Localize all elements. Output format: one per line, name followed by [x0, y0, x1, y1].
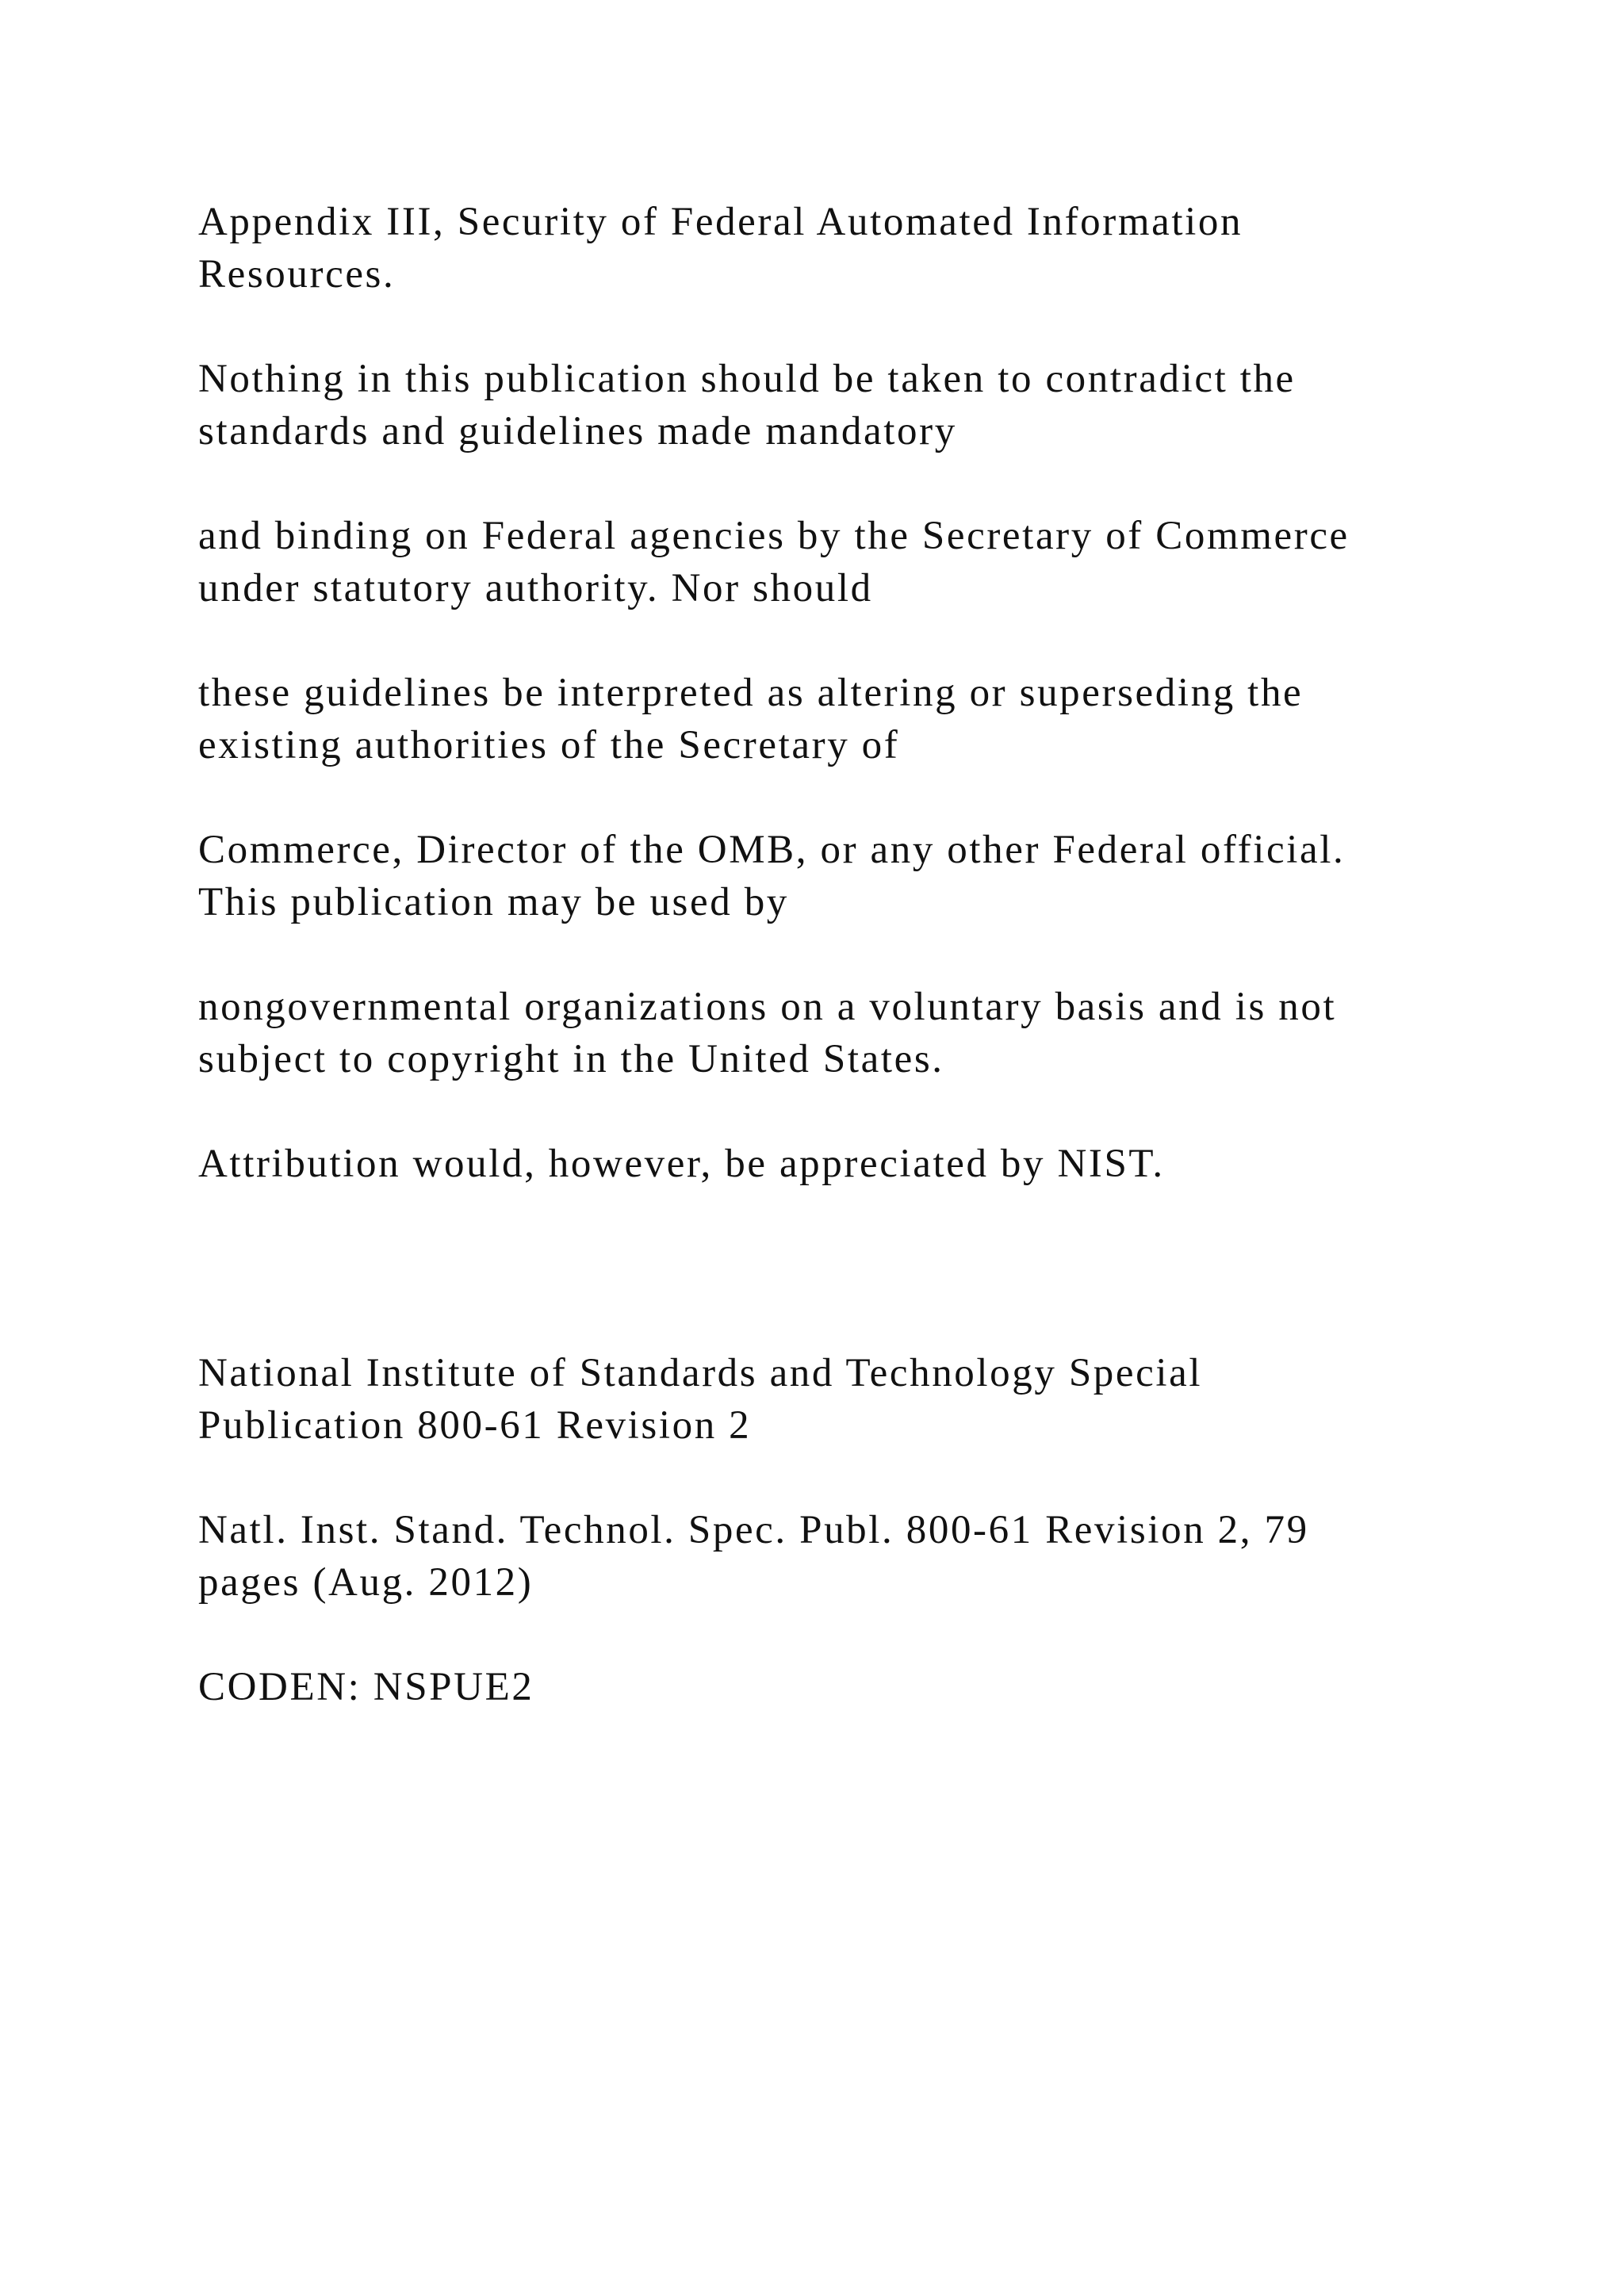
text-line: subject to copyright in the United States. [198, 1037, 944, 1081]
paragraph-attribution [198, 1138, 1515, 1190]
text-line: standards and guidelines made mandatory [198, 409, 957, 453]
text-line: CODEN: NSPUE2 [198, 1665, 534, 1709]
paragraph-binding-on-agencies [198, 510, 1515, 614]
paragraph-coden [198, 1661, 1515, 1713]
text-line: these guidelines be interpreted as altering or superseding the [198, 671, 1304, 715]
paragraph-publication-title [198, 1347, 1515, 1452]
paragraph-federal-officials [198, 824, 1515, 928]
text-line: Natl. Inst. Stand. Technol. Spec. Publ. 800-61 Revision 2, 79 [198, 1508, 1309, 1552]
text-line: and binding on Federal agencies by the Secretary of Commerce [198, 514, 1350, 558]
paragraph-appendix-reference [198, 196, 1515, 300]
text-line: nongovernmental organizations on a voluntary basis and is not [198, 985, 1337, 1029]
paragraph-not-contradict [198, 353, 1515, 457]
text-line: Appendix III, Security of Federal Automated Information [198, 200, 1243, 244]
text-line: Attribution would, however, be appreciated by NIST. [198, 1142, 1165, 1186]
text-line: pages (Aug. 2012) [198, 1560, 534, 1605]
text-line: Nothing in this publication should be taken to contradict the [198, 357, 1296, 401]
text-line: under statutory authority. Nor should [198, 566, 873, 610]
text-line: existing authorities of the Secretary of [198, 723, 900, 767]
text-line: Commerce, Director of the OMB, or any other Federal official. [198, 828, 1346, 872]
paragraph-citation [198, 1504, 1515, 1609]
paragraph-voluntary-use [198, 981, 1515, 1085]
text-line: This publication may be used by [198, 880, 789, 924]
text-line: National Institute of Standards and Technology Special [198, 1351, 1203, 1395]
text-line: Publication 800-61 Revision 2 [198, 1403, 752, 1448]
paragraph-not-superseding [198, 667, 1515, 771]
text-line: Resources. [198, 252, 396, 297]
